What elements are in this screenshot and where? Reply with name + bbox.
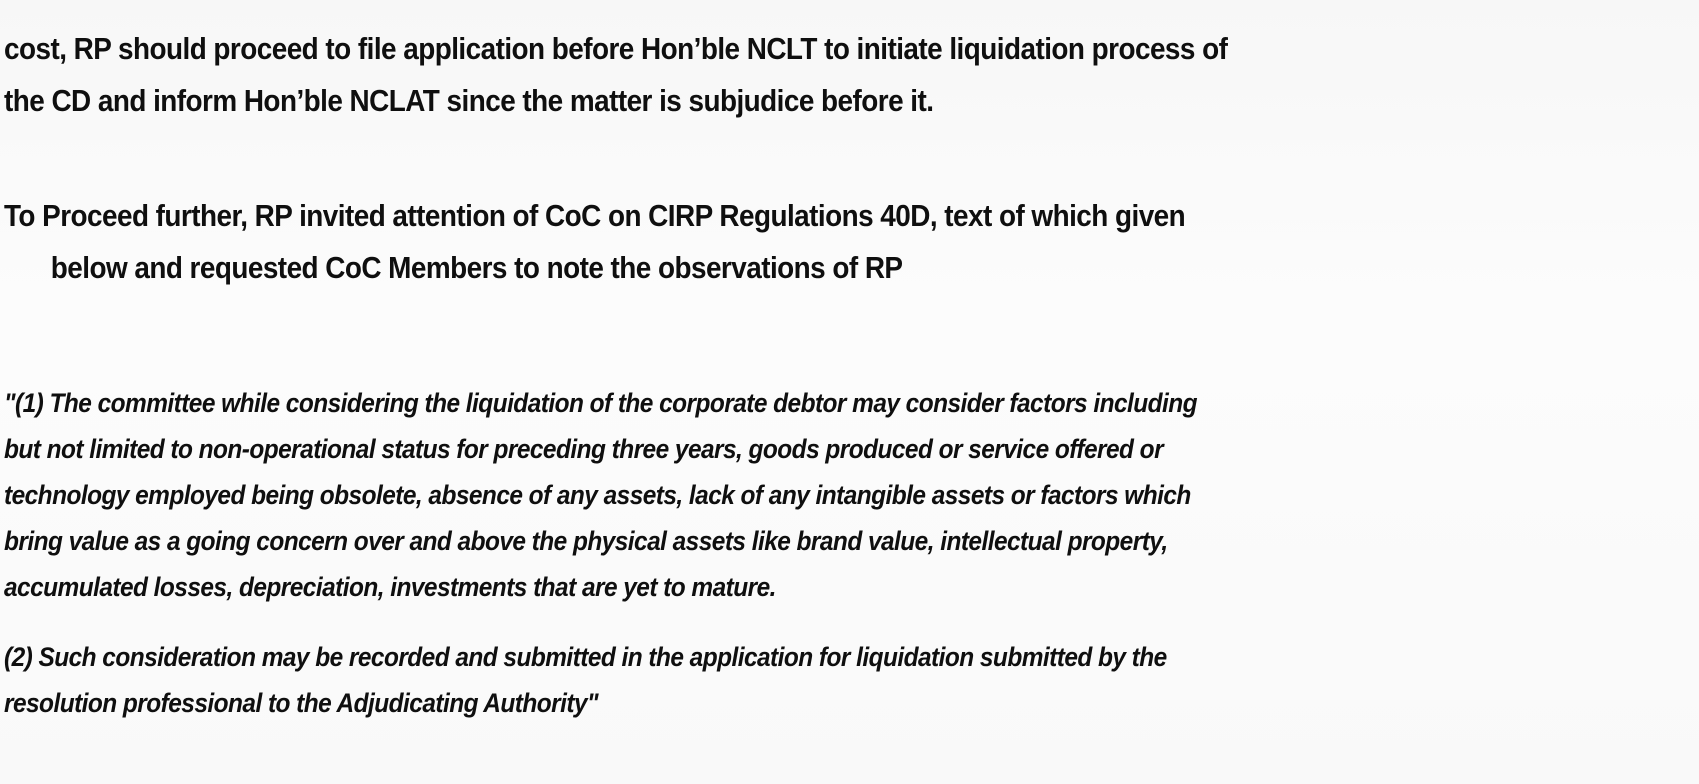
- text-line: To Proceed further, RP invited attention of CoC on CIRP Regulations 40D, text of which given: [4, 198, 1186, 233]
- paragraph-rp-liquidation-application: [4, 23, 1227, 127]
- text-line: "(1) The committee while considering the liquidation of the corporate debtor may consider factors including: [4, 388, 1198, 418]
- paragraph-cirp-regulation-intro: [4, 190, 1185, 294]
- text-line: bring value as a going concern over and above the physical assets like brand value, intellectual property,: [4, 526, 1168, 556]
- quoted-regulation-clause-1: [4, 380, 1197, 610]
- text-line: but not limited to non-operational status for preceding three years, goods produced or service offered or: [4, 434, 1164, 464]
- text-line: resolution professional to the Adjudicating Authority": [4, 688, 599, 718]
- text-line: the CD and inform Hon’ble NCLAT since the matter is subjudice before it.: [4, 83, 934, 118]
- text-line: below and requested CoC Members to note the observations of RP: [50, 250, 903, 285]
- text-line: accumulated losses, depreciation, investments that are yet to mature.: [4, 572, 776, 602]
- quoted-regulation-clause-2: [4, 634, 1167, 726]
- text-line: (2) Such consideration may be recorded and submitted in the application for liquidation submitted by the: [4, 642, 1167, 672]
- text-line: technology employed being obsolete, absence of any assets, lack of any intangible assets or factors which: [4, 480, 1191, 510]
- text-line: cost, RP should proceed to file application before Hon’ble NCLT to initiate liquidation process of: [4, 31, 1228, 66]
